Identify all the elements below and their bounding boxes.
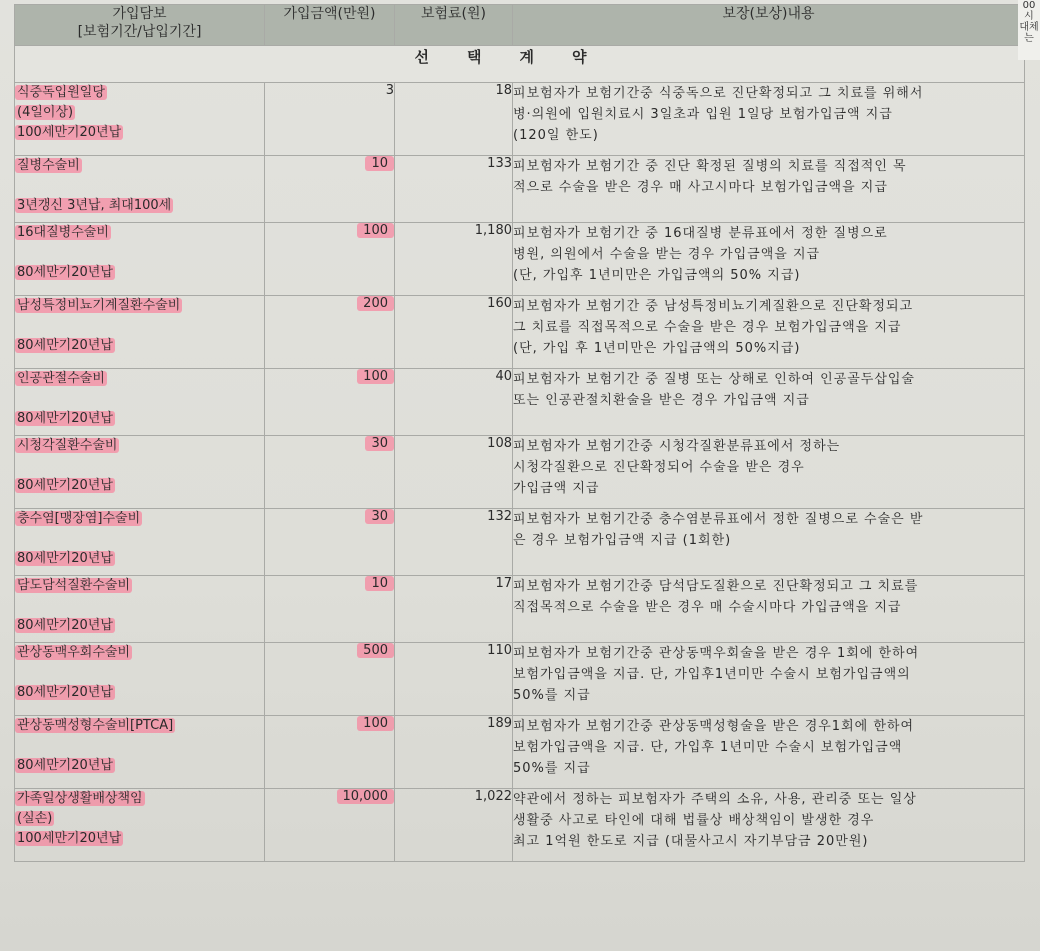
table-row <box>15 223 1025 296</box>
description-line: 피보험자가 보험기간중 충수염분류표에서 정한 질병으로 수술은 받 <box>513 512 924 527</box>
coverage-name-line <box>15 436 264 456</box>
amount-cell <box>265 716 395 789</box>
amount-cell <box>265 156 395 223</box>
coverage-name-cell <box>15 369 265 436</box>
header-coverage: 가입담보 [보험기간/납입기간] <box>15 5 265 46</box>
coverage-name-text: 3년갱신 3년납, 최대100세 <box>17 198 172 213</box>
coverage-name-line <box>15 683 264 703</box>
description-line: 피보험자가 보험기간 중 진단 확정된 질병의 치료를 직접적인 목 <box>513 159 907 174</box>
description-cell <box>513 83 1025 156</box>
description-line: 보험가입금액을 지급. 단, 가입후1년미만 수술시 보험가입금액의 <box>513 667 911 682</box>
amount-cell <box>265 789 395 862</box>
coverage-name-line <box>15 456 264 476</box>
table-row <box>15 789 1025 862</box>
amount-cell <box>265 223 395 296</box>
coverage-name-text: 질병수술비 <box>17 158 80 173</box>
table-row <box>15 716 1025 789</box>
coverage-name-line <box>15 809 264 829</box>
coverage-name-cell <box>15 643 265 716</box>
premium-cell: 40 <box>395 369 513 436</box>
premium-cell: 108 <box>395 436 513 509</box>
coverage-name-cell <box>15 576 265 643</box>
coverage-name-text: 충수염[맹장염]수술비 <box>17 511 141 526</box>
coverage-name-line <box>15 103 264 123</box>
description-line: 또는 인공관절치환술을 받은 경우 가입금액 지급 <box>513 393 810 408</box>
coverage-name-text: 80세만기20년납 <box>17 338 113 353</box>
coverage-name-text: 식중독입원일당 <box>17 85 105 100</box>
coverage-name-line <box>15 789 264 809</box>
coverage-name-text: 담도담석질환수술비 <box>17 578 131 593</box>
amount-cell <box>265 509 395 576</box>
coverage-name-text: 80세만기20년납 <box>17 265 113 280</box>
description-cell <box>513 436 1025 509</box>
premium-cell: 18 <box>395 83 513 156</box>
coverage-name-cell <box>15 223 265 296</box>
coverage-name-text: 80세만기20년납 <box>17 551 113 566</box>
coverage-name-text: 100세만기20년납 <box>17 831 122 846</box>
table-row <box>15 156 1025 223</box>
coverage-name-line <box>15 369 264 389</box>
coverage-name-line <box>15 716 264 736</box>
section-row <box>15 46 1025 83</box>
amount-cell <box>265 369 395 436</box>
coverage-name-line <box>15 176 264 196</box>
section-title: 선택계약 <box>15 46 1025 83</box>
description-line: 약관에서 정하는 피보험자가 주택의 소유, 사용, 관리중 또는 일상 <box>513 792 917 807</box>
coverage-name-text: 가족일상생활배상책임 <box>17 791 143 806</box>
amount-value: 10,000 <box>337 789 395 804</box>
coverage-name-text: 남성특정비뇨기계질환수술비 <box>17 298 181 313</box>
coverage-name-line <box>15 336 264 356</box>
coverage-name-cell <box>15 156 265 223</box>
amount-value: 30 <box>365 436 394 451</box>
coverage-name-text: 100세만기20년납 <box>17 125 122 140</box>
coverage-name-line <box>15 476 264 496</box>
table-header-row <box>15 5 1025 46</box>
amount-cell <box>265 83 395 156</box>
premium-cell: 1,022 <box>395 789 513 862</box>
coverage-name-line <box>15 156 264 176</box>
coverage-name-line <box>15 123 264 143</box>
coverage-name-text: (실손) <box>17 811 53 826</box>
coverage-name-text: 80세만기20년납 <box>17 685 113 700</box>
coverage-name-line <box>15 316 264 336</box>
description-line: 50%를 지급 <box>513 688 591 703</box>
coverage-name-line <box>15 576 264 596</box>
description-line: 피보험자가 보험기간중 담석담도질환으로 진단확정되고 그 치료를 <box>513 579 919 594</box>
description-line: 생활중 사고로 타인에 대해 법률상 배상책임이 발생한 경우 <box>513 813 875 828</box>
amount-value: 30 <box>365 509 394 524</box>
amount-cell <box>265 576 395 643</box>
coverage-name-cell <box>15 789 265 862</box>
premium-cell: 189 <box>395 716 513 789</box>
description-line: 피보험자가 보험기간중 관상동맥우회술을 받은 경우 1회에 한하여 <box>513 646 920 661</box>
table-row <box>15 509 1025 576</box>
header-description: 보장(보상)내용 <box>513 5 1025 46</box>
coverage-name-line <box>15 643 264 663</box>
description-cell <box>513 716 1025 789</box>
coverage-name-text: 관상동맥성형수술비[PTCA] <box>17 718 174 733</box>
coverage-name-text: 시청각질환수술비 <box>17 438 118 453</box>
description-line: 은 경우 보험가입금액 지급 (1회한) <box>513 533 732 548</box>
coverage-name-line <box>15 736 264 756</box>
amount-value: 10 <box>365 576 394 591</box>
description-cell <box>513 296 1025 369</box>
amount-value: 10 <box>365 156 394 171</box>
table-row <box>15 83 1025 156</box>
description-line: 병원, 의원에서 수술을 받는 경우 가입금액을 지급 <box>513 247 821 262</box>
description-line: 직접목적으로 수술을 받은 경우 매 수술시마다 가입금액을 지급 <box>513 600 902 615</box>
description-cell <box>513 223 1025 296</box>
coverage-name-text: (4일이상) <box>17 105 74 120</box>
coverage-name-text: 80세만기20년납 <box>17 618 113 633</box>
table-row <box>15 296 1025 369</box>
coverage-name-line <box>15 549 264 569</box>
description-cell <box>513 789 1025 862</box>
description-cell <box>513 369 1025 436</box>
description-line: 피보험자가 보험기간중 식중독으로 진단확정되고 그 치료를 위해서 <box>513 86 924 101</box>
description-cell <box>513 509 1025 576</box>
premium-cell: 133 <box>395 156 513 223</box>
coverage-name-text: 16대질병수술비 <box>17 225 109 240</box>
description-line: 그 치료를 직접목적으로 수술을 받은 경우 보험가입금액을 지급 <box>513 320 902 335</box>
description-line: (단, 가입 후 1년미만은 가입금액의 50%지급) <box>513 341 801 356</box>
description-line: (120일 한도) <box>513 128 599 143</box>
amount-cell <box>265 296 395 369</box>
description-line: 50%를 지급 <box>513 761 591 776</box>
coverage-name-cell <box>15 83 265 156</box>
description-cell <box>513 156 1025 223</box>
amount-cell <box>265 643 395 716</box>
coverage-name-line <box>15 616 264 636</box>
coverage-name-line <box>15 829 264 849</box>
description-line: 피보험자가 보험기간 중 질병 또는 상해로 인하여 인공골두삽입술 <box>513 372 915 387</box>
premium-cell: 110 <box>395 643 513 716</box>
coverage-name-cell <box>15 716 265 789</box>
coverage-name-text: 80세만기20년납 <box>17 758 113 773</box>
coverage-name-line <box>15 83 264 103</box>
description-line: (단, 가입후 1년미만은 가입금액의 50% 지급) <box>513 268 801 283</box>
amount-value: 100 <box>357 223 394 238</box>
amount-value: 500 <box>357 643 394 658</box>
premium-cell: 132 <box>395 509 513 576</box>
coverage-name-line <box>15 529 264 549</box>
coverage-name-cell <box>15 296 265 369</box>
table-row <box>15 369 1025 436</box>
coverage-name-line <box>15 409 264 429</box>
coverage-name-line <box>15 196 264 216</box>
coverage-name-line <box>15 756 264 776</box>
coverage-name-line <box>15 389 264 409</box>
coverage-name-line <box>15 263 264 283</box>
coverage-name-text: 80세만기20년납 <box>17 411 113 426</box>
coverage-name-line <box>15 663 264 683</box>
description-line: 시청각질환으로 진단확정되어 수술을 받은 경우 <box>513 460 805 475</box>
header-premium: 보험료(원) <box>395 5 513 46</box>
coverage-name-line <box>15 223 264 243</box>
coverage-name-text: 인공관절수술비 <box>17 371 105 386</box>
description-line: 보험가입금액을 지급. 단, 가입후 1년미만 수술시 보험가입금액 <box>513 740 903 755</box>
description-line: 적으로 수술을 받은 경우 매 사고시마다 보험가입금액을 지급 <box>513 180 888 195</box>
amount-value: 100 <box>357 716 394 731</box>
coverage-name-text: 관상동맥우회수술비 <box>17 645 131 660</box>
premium-cell: 1,180 <box>395 223 513 296</box>
description-line: 피보험자가 보험기간 중 남성특정비뇨기계질환으로 진단확정되고 <box>513 299 914 314</box>
description-line: 피보험자가 보험기간중 관상동맥성형술을 받은 경우1회에 한하여 <box>513 719 914 734</box>
table-row <box>15 643 1025 716</box>
description-line: 가입금액 지급 <box>513 481 600 496</box>
description-line: 피보험자가 보험기간 중 16대질병 분류표에서 정한 질병으로 <box>513 226 888 241</box>
description-line: 최고 1억원 한도로 지급 (대물사고시 자기부담금 20만원) <box>513 834 869 849</box>
coverage-name-line <box>15 596 264 616</box>
description-cell <box>513 643 1025 716</box>
amount-value: 100 <box>357 369 394 384</box>
premium-cell: 17 <box>395 576 513 643</box>
description-line: 병·의원에 입원치료시 3일초과 입원 1일당 보험가입금액 지급 <box>513 107 893 122</box>
coverage-name-line <box>15 243 264 263</box>
table-row <box>15 436 1025 509</box>
premium-cell: 160 <box>395 296 513 369</box>
amount-value: 200 <box>357 296 394 311</box>
coverage-name-text: 80세만기20년납 <box>17 478 113 493</box>
corner-tab: 00시 대체는 <box>1018 0 1040 60</box>
description-cell <box>513 576 1025 643</box>
description-line: 피보험자가 보험기간중 시청각질환분류표에서 정하는 <box>513 439 841 454</box>
amount-cell <box>265 436 395 509</box>
coverage-name-cell <box>15 436 265 509</box>
amount-value: 3 <box>385 83 394 98</box>
coverage-name-line <box>15 509 264 529</box>
coverage-name-cell <box>15 509 265 576</box>
coverage-table <box>14 4 1025 862</box>
coverage-name-line <box>15 296 264 316</box>
table-row <box>15 576 1025 643</box>
header-amount: 가입금액(만원) <box>265 5 395 46</box>
